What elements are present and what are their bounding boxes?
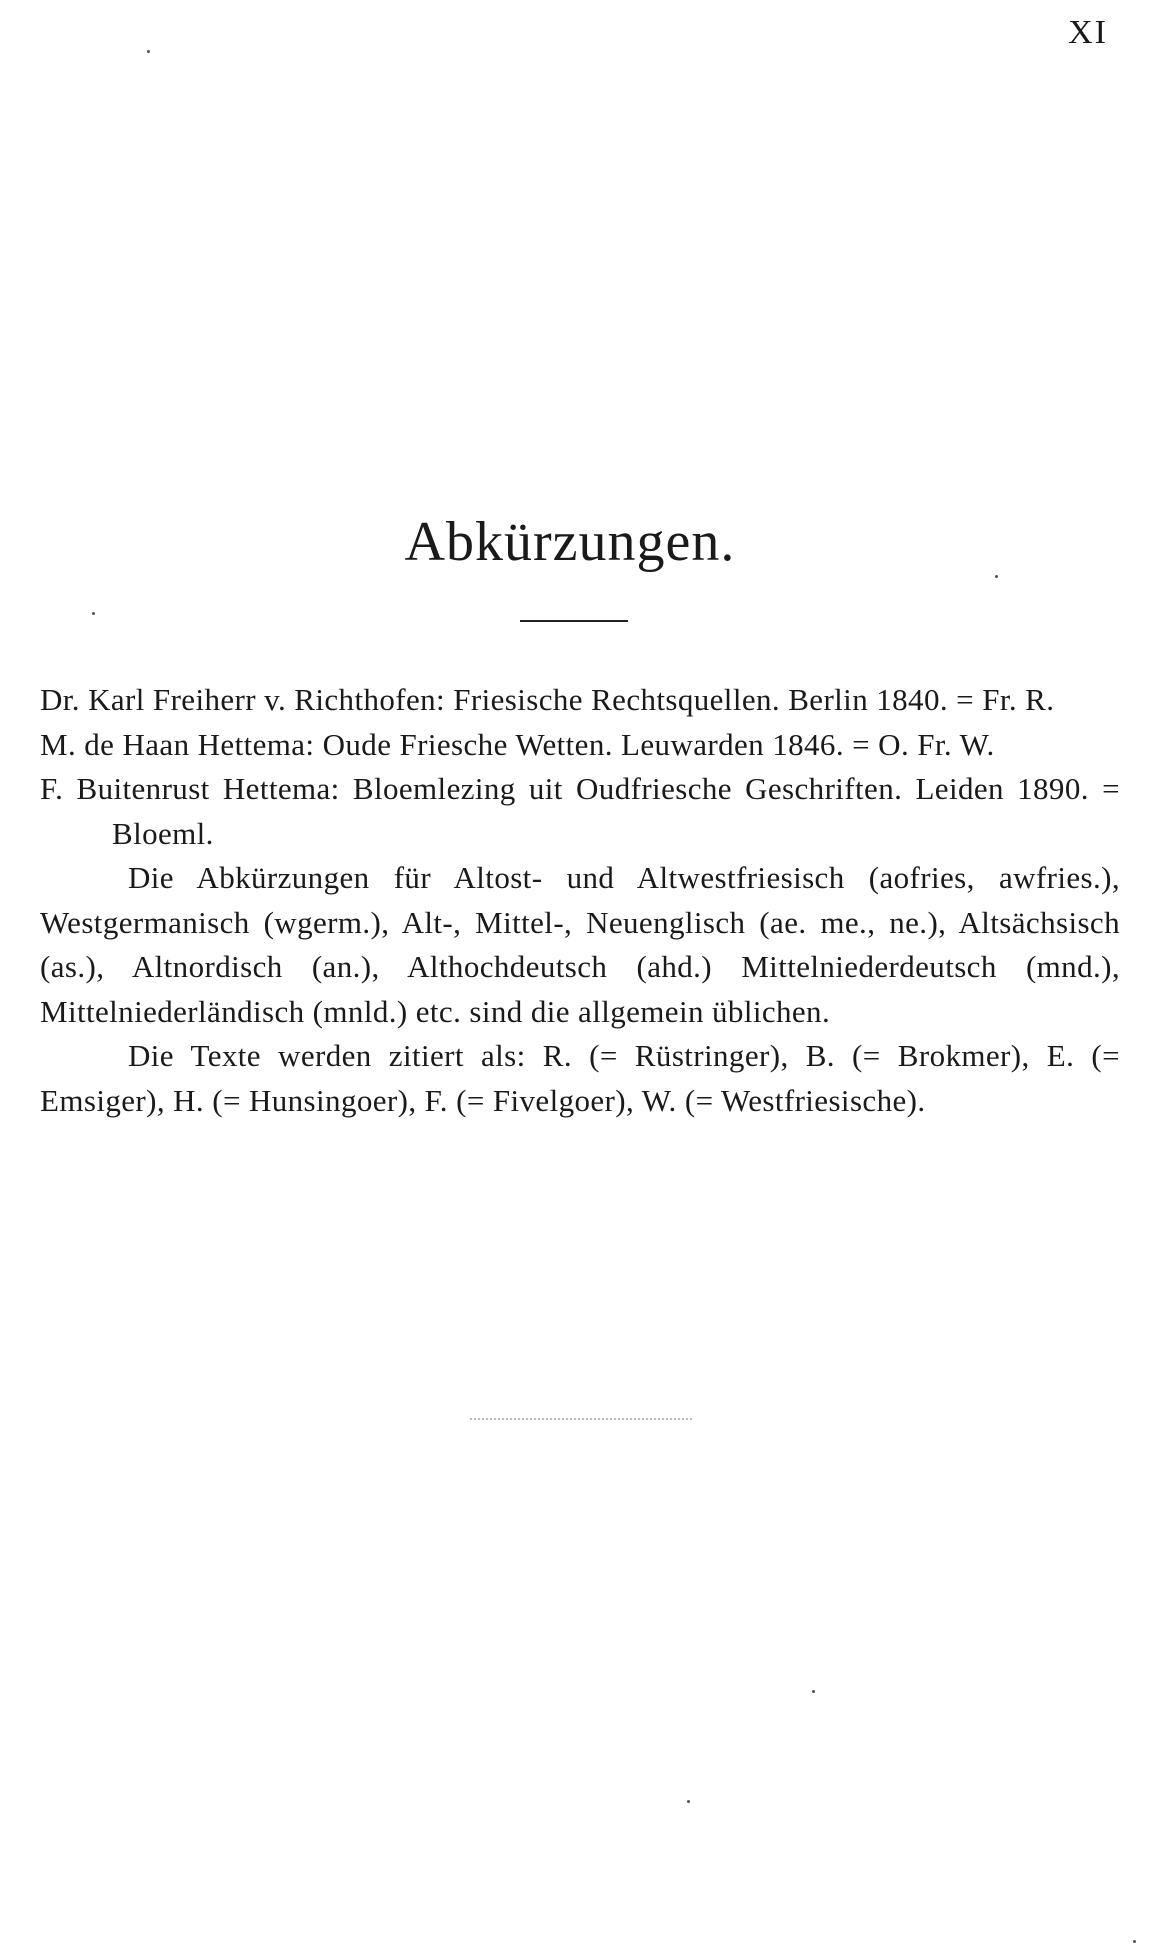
reference-work: Friesische Rechtsquellen. xyxy=(453,682,781,717)
abbreviations-paragraph: Die Abkürzungen für Altost- und Altwestfriesisch (aofries, awfries.), Westgermanisch (wgerm.), Alt-, Mittel-, Neuenglisch (ae. me., ne.), Altsächsisch (as.), Altnordisch (an.), Althochdeutsch (ahd.) Mittelniederdeutsch (mnd.), Mittelniederländisch (mnld.) etc. sind die allgemein üblichen. xyxy=(40,860,1120,1029)
reference-entry xyxy=(40,723,1120,768)
reference-abbreviation: = O. Fr. W. xyxy=(852,726,995,762)
title-divider xyxy=(520,620,628,622)
abbreviations-content xyxy=(40,678,1120,1123)
reference-author: M. de Haan Hettema: xyxy=(40,726,315,762)
reference-place-year: Berlin 1840. xyxy=(788,682,948,717)
reference-work: Bloemlezing uit Oudfriesche Geschriften. xyxy=(352,771,903,806)
reference-author: F. Buitenrust Hettema: xyxy=(40,771,340,806)
reference-abbreviation: = Fr. R. xyxy=(956,682,1055,717)
reference-author: Dr. Karl Freiherr v. Richthofen: xyxy=(40,682,446,717)
page-title: Abkürzungen. xyxy=(404,511,736,573)
end-divider xyxy=(470,1418,692,1420)
reference-work: Oude Friesche Wetten. xyxy=(322,726,613,762)
print-speck xyxy=(995,575,998,578)
reference-abbreviation: = Bloeml. xyxy=(112,771,1120,851)
print-speck xyxy=(147,50,150,53)
print-speck xyxy=(812,1690,815,1693)
print-speck xyxy=(1133,1940,1136,1943)
reference-entry xyxy=(40,678,1120,723)
print-speck xyxy=(687,1800,690,1803)
print-speck xyxy=(92,612,95,615)
reference-place-year: Leiden 1890. xyxy=(915,771,1089,806)
text-citations-paragraph: Die Texte werden zitiert als: R. (= Rüstringer), B. (= Brokmer), E. (= Emsiger), H. (= Hunsingoer), F. (= Fivelgoer), W. (= Westfriesische). xyxy=(40,1038,1120,1118)
page-number: XI xyxy=(1068,14,1108,51)
reference-place-year: Leuwarden 1846. xyxy=(621,726,844,762)
reference-entry xyxy=(40,767,1120,856)
